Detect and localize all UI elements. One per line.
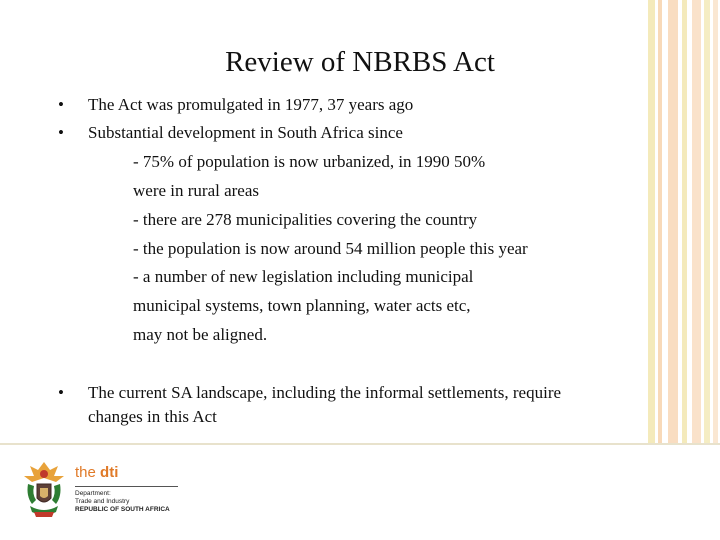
department-label: Department: bbox=[75, 490, 111, 497]
sub-line: were in rural areas bbox=[133, 181, 260, 200]
logo-the: the bbox=[75, 464, 96, 481]
sub-line: - 75% of population is now urbanized, in 1990 50% bbox=[133, 152, 486, 171]
logo-text bbox=[75, 464, 118, 482]
bullet-marker: • bbox=[58, 95, 64, 114]
footer-divider bbox=[0, 443, 720, 445]
dti-logo bbox=[75, 464, 205, 519]
bullet-text: changes in this Act bbox=[88, 407, 217, 426]
sub-line: - the population is now around 54 million people this year bbox=[133, 239, 528, 258]
bullet-text: The Act was promulgated in 1977, 37 years ago bbox=[88, 95, 414, 114]
logo-rule bbox=[75, 486, 178, 487]
sub-line: municipal systems, town planning, water acts etc, bbox=[133, 296, 471, 315]
sub-line: - there are 278 municipalities covering the country bbox=[133, 210, 478, 229]
sub-line: may not be aligned. bbox=[133, 325, 268, 344]
bullet-marker: • bbox=[58, 383, 64, 402]
slide-title: Review of NBRBS Act bbox=[225, 46, 495, 78]
country-name: REPUBLIC OF SOUTH AFRICA bbox=[75, 506, 170, 513]
bullet-marker: • bbox=[58, 123, 64, 142]
coat-of-arms-icon bbox=[20, 460, 68, 520]
bullet-text: Substantial development in South Africa since bbox=[88, 123, 403, 142]
bullet-text: The current SA landscape, including the informal settlements, require bbox=[88, 383, 562, 402]
logo-dti: dti bbox=[100, 464, 119, 481]
department-name: Trade and Industry bbox=[75, 498, 130, 505]
sub-line: - a number of new legislation including municipal bbox=[133, 267, 474, 286]
